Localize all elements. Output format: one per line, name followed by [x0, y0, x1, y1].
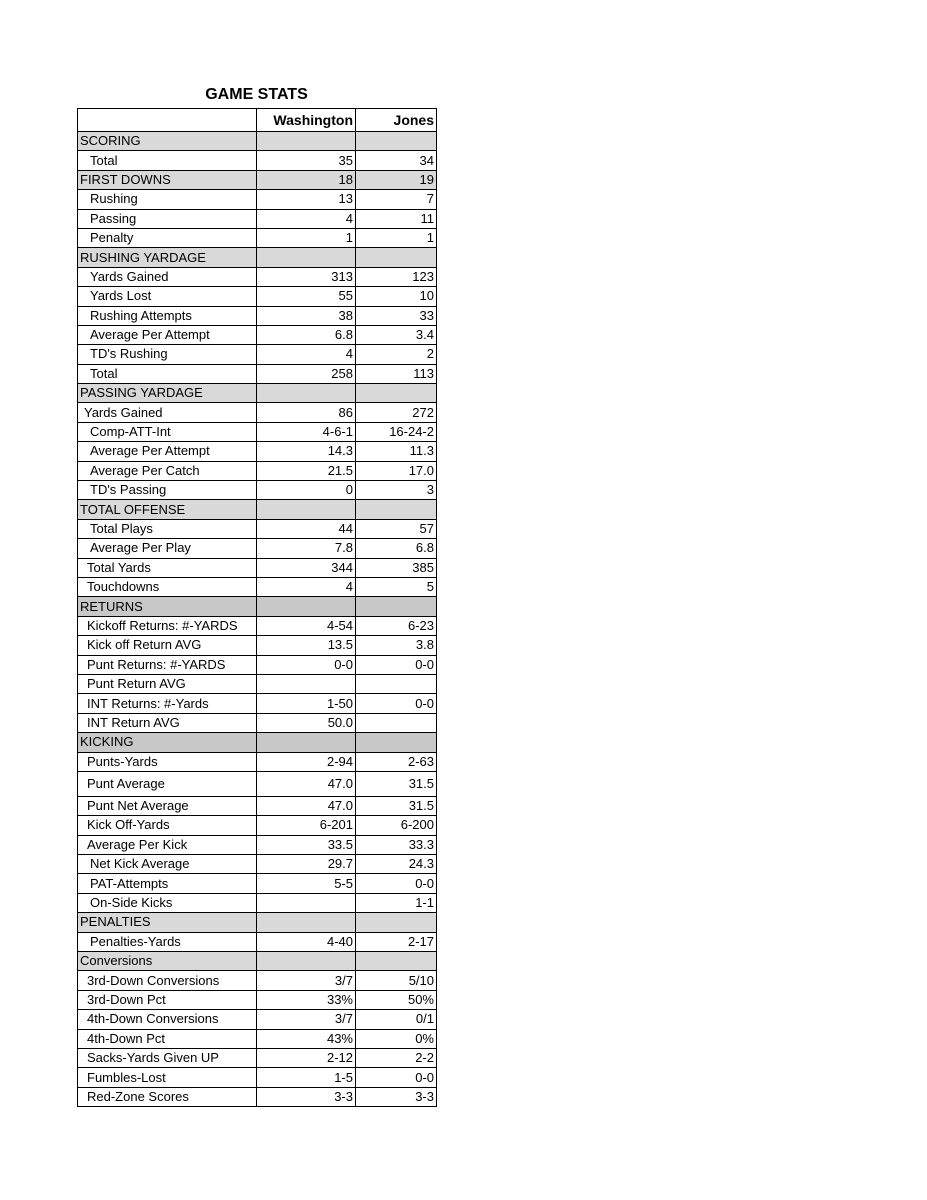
home-value-cell: 21.5 [257, 461, 356, 480]
table-row [78, 694, 437, 713]
table-row [78, 461, 437, 480]
row-label: 3rd-Down Conversions [78, 971, 257, 990]
table-row [78, 364, 437, 383]
home-value-cell: 0 [257, 481, 356, 500]
away-value-cell [356, 674, 437, 693]
home-value-cell: 4-40 [257, 932, 356, 951]
home-value-cell [257, 597, 356, 616]
away-value-cell [356, 500, 437, 519]
table-row [78, 345, 437, 364]
section-header-row [78, 248, 437, 267]
table-row [78, 855, 437, 874]
table-row [78, 1010, 437, 1029]
home-value-cell: 3/7 [257, 1010, 356, 1029]
table-row [78, 1087, 437, 1106]
away-value-cell: 2 [356, 345, 437, 364]
home-value-cell [257, 893, 356, 912]
table-row [78, 442, 437, 461]
home-value-cell: 86 [257, 403, 356, 422]
section-header-row [78, 384, 437, 403]
row-label: Kick off Return AVG [78, 636, 257, 655]
away-value-cell: 2-63 [356, 752, 437, 771]
row-label: Punts-Yards [78, 752, 257, 771]
row-label: Penalty [78, 228, 257, 247]
home-value-cell [257, 733, 356, 752]
home-value-cell [257, 132, 356, 151]
home-value-cell: 6-201 [257, 816, 356, 835]
table-row [78, 267, 437, 286]
home-value-cell: 1-50 [257, 694, 356, 713]
section-header-row [78, 597, 437, 616]
away-value-cell: 0-0 [356, 874, 437, 893]
away-value-cell: 0-0 [356, 655, 437, 674]
away-value-cell: 19 [356, 170, 437, 189]
table-row [78, 816, 437, 835]
section-label: FIRST DOWNS [78, 170, 257, 189]
away-value-cell: 5 [356, 577, 437, 596]
home-value-cell: 4 [257, 577, 356, 596]
row-label: INT Return AVG [78, 713, 257, 732]
home-value-cell: 0-0 [257, 655, 356, 674]
away-value-cell: 33.3 [356, 835, 437, 854]
away-value-cell: 7 [356, 190, 437, 209]
away-value-cell: 2-17 [356, 932, 437, 951]
away-value-cell: 6.8 [356, 539, 437, 558]
away-value-cell [356, 384, 437, 403]
away-value-cell [356, 132, 437, 151]
home-value-cell: 7.8 [257, 539, 356, 558]
away-value-cell: 1-1 [356, 893, 437, 912]
home-value-cell: 1 [257, 228, 356, 247]
away-value-cell: 0-0 [356, 1068, 437, 1087]
away-value-cell [356, 248, 437, 267]
away-value-cell [356, 913, 437, 932]
home-value-cell: 47.0 [257, 796, 356, 815]
home-value-cell [257, 913, 356, 932]
away-value-cell: 6-23 [356, 616, 437, 635]
row-label: PAT-Attempts [78, 874, 257, 893]
home-value-cell: 258 [257, 364, 356, 383]
table-row [78, 577, 437, 596]
home-value-cell: 4-6-1 [257, 422, 356, 441]
table-row [78, 558, 437, 577]
table-row [78, 190, 437, 209]
row-label: Average Per Attempt [78, 325, 257, 344]
table-row [78, 287, 437, 306]
home-value-cell: 18 [257, 170, 356, 189]
table-row [78, 228, 437, 247]
table-row [78, 422, 437, 441]
section-header-row [78, 132, 437, 151]
section-label: KICKING [78, 733, 257, 752]
home-value-cell: 313 [257, 267, 356, 286]
home-value-cell: 13 [257, 190, 356, 209]
table-row [78, 1068, 437, 1087]
table-row [78, 796, 437, 815]
table-row [78, 874, 437, 893]
home-value-cell: 29.7 [257, 855, 356, 874]
table-row [78, 636, 437, 655]
table-row [78, 481, 437, 500]
home-value-cell: 43% [257, 1029, 356, 1048]
home-value-cell: 4 [257, 209, 356, 228]
home-value-cell: 50.0 [257, 713, 356, 732]
away-value-cell: 3.4 [356, 325, 437, 344]
page-title: GAME STATS [205, 86, 308, 103]
away-value-cell [356, 952, 437, 971]
table-row [78, 306, 437, 325]
table-row [78, 151, 437, 170]
table-row [78, 674, 437, 693]
table-row [78, 403, 437, 422]
row-label: Rushing Attempts [78, 306, 257, 325]
away-value-cell: 17.0 [356, 461, 437, 480]
section-header-row [78, 733, 437, 752]
away-value-cell: 3-3 [356, 1087, 437, 1106]
home-value-cell: 3/7 [257, 971, 356, 990]
away-value-cell: 6-200 [356, 816, 437, 835]
section-header-row [78, 952, 437, 971]
section-header-row [78, 170, 437, 189]
table-row [78, 713, 437, 732]
section-label: TOTAL OFFENSE [78, 500, 257, 519]
header-row [78, 109, 437, 132]
section-label: SCORING [78, 132, 257, 151]
home-value-cell: 13.5 [257, 636, 356, 655]
row-label: Fumbles-Lost [78, 1068, 257, 1087]
home-value-cell: 55 [257, 287, 356, 306]
home-value-cell: 4 [257, 345, 356, 364]
row-label: Total [78, 364, 257, 383]
row-label: Penalties-Yards [78, 932, 257, 951]
away-value-cell: 3 [356, 481, 437, 500]
home-value-cell: 2-12 [257, 1048, 356, 1067]
home-value-cell: 35 [257, 151, 356, 170]
table-row [78, 655, 437, 674]
header-blank-cell [78, 109, 257, 132]
away-value-cell: 11 [356, 209, 437, 228]
table-row [78, 539, 437, 558]
away-value-cell: 57 [356, 519, 437, 538]
home-value-cell: 44 [257, 519, 356, 538]
table-row [78, 971, 437, 990]
row-label: TD's Passing [78, 481, 257, 500]
home-value-cell: 33.5 [257, 835, 356, 854]
stats-body [78, 132, 437, 1107]
section-header-row [78, 500, 437, 519]
row-label: Yards Lost [78, 287, 257, 306]
header-team-away: Jones [356, 109, 437, 132]
away-value-cell: 31.5 [356, 771, 437, 796]
home-value-cell [257, 674, 356, 693]
home-value-cell: 5-5 [257, 874, 356, 893]
section-label: PASSING YARDAGE [78, 384, 257, 403]
home-value-cell: 14.3 [257, 442, 356, 461]
away-value-cell: 1 [356, 228, 437, 247]
home-value-cell: 38 [257, 306, 356, 325]
away-value-cell: 2-2 [356, 1048, 437, 1067]
row-label: Punt Net Average [78, 796, 257, 815]
table-row [78, 835, 437, 854]
row-label: Average Per Catch [78, 461, 257, 480]
row-label: 3rd-Down Pct [78, 990, 257, 1009]
home-value-cell: 2-94 [257, 752, 356, 771]
home-value-cell: 33% [257, 990, 356, 1009]
row-label: Kickoff Returns: #-YARDS [78, 616, 257, 635]
section-label: RUSHING YARDAGE [78, 248, 257, 267]
row-label: Red-Zone Scores [78, 1087, 257, 1106]
away-value-cell: 24.3 [356, 855, 437, 874]
row-label: Passing [78, 209, 257, 228]
row-label: 4th-Down Pct [78, 1029, 257, 1048]
section-label: RETURNS [78, 597, 257, 616]
table-row [78, 990, 437, 1009]
home-value-cell: 3-3 [257, 1087, 356, 1106]
row-label: Touchdowns [78, 577, 257, 596]
home-value-cell [257, 952, 356, 971]
away-value-cell: 11.3 [356, 442, 437, 461]
header-team-home: Washington [257, 109, 356, 132]
table-row [78, 1029, 437, 1048]
row-label: Sacks-Yards Given UP [78, 1048, 257, 1067]
row-label: Average Per Play [78, 539, 257, 558]
away-value-cell: 3.8 [356, 636, 437, 655]
home-value-cell [257, 500, 356, 519]
table-row [78, 519, 437, 538]
row-label: Rushing [78, 190, 257, 209]
row-label: Yards Gained [78, 267, 257, 286]
row-label: Punt Return AVG [78, 674, 257, 693]
row-label: Average Per Kick [78, 835, 257, 854]
away-value-cell: 33 [356, 306, 437, 325]
row-label: Total [78, 151, 257, 170]
row-label: Punt Average [78, 771, 257, 796]
table-row [78, 752, 437, 771]
table-row [78, 616, 437, 635]
away-value-cell: 31.5 [356, 796, 437, 815]
row-label: 4th-Down Conversions [78, 1010, 257, 1029]
home-value-cell [257, 248, 356, 267]
away-value-cell: 385 [356, 558, 437, 577]
home-value-cell: 1-5 [257, 1068, 356, 1087]
table-row [78, 325, 437, 344]
away-value-cell: 16-24-2 [356, 422, 437, 441]
row-label: Net Kick Average [78, 855, 257, 874]
away-value-cell: 0% [356, 1029, 437, 1048]
section-header-row [78, 913, 437, 932]
row-label: Kick Off-Yards [78, 816, 257, 835]
row-label: Total Plays [78, 519, 257, 538]
table-row [78, 771, 437, 796]
row-label: INT Returns: #-Yards [78, 694, 257, 713]
away-value-cell: 113 [356, 364, 437, 383]
row-label: Punt Returns: #-YARDS [78, 655, 257, 674]
away-value-cell: 0/1 [356, 1010, 437, 1029]
row-label: Total Yards [78, 558, 257, 577]
away-value-cell: 50% [356, 990, 437, 1009]
row-label: Yards Gained [78, 403, 257, 422]
home-value-cell [257, 384, 356, 403]
away-value-cell: 10 [356, 287, 437, 306]
table-row [78, 1048, 437, 1067]
row-label: On-Side Kicks [78, 893, 257, 912]
away-value-cell [356, 597, 437, 616]
away-value-cell: 34 [356, 151, 437, 170]
home-value-cell: 47.0 [257, 771, 356, 796]
home-value-cell: 4-54 [257, 616, 356, 635]
row-label: Comp-ATT-Int [78, 422, 257, 441]
away-value-cell: 272 [356, 403, 437, 422]
home-value-cell: 6.8 [257, 325, 356, 344]
row-label: TD's Rushing [78, 345, 257, 364]
away-value-cell [356, 733, 437, 752]
away-value-cell [356, 713, 437, 732]
table-row [78, 932, 437, 951]
table-row [78, 209, 437, 228]
section-label: Conversions [78, 952, 257, 971]
away-value-cell: 0-0 [356, 694, 437, 713]
section-label: PENALTIES [78, 913, 257, 932]
game-stats-table [77, 108, 437, 1107]
away-value-cell: 5/10 [356, 971, 437, 990]
row-label: Average Per Attempt [78, 442, 257, 461]
home-value-cell: 344 [257, 558, 356, 577]
table-row [78, 893, 437, 912]
away-value-cell: 123 [356, 267, 437, 286]
